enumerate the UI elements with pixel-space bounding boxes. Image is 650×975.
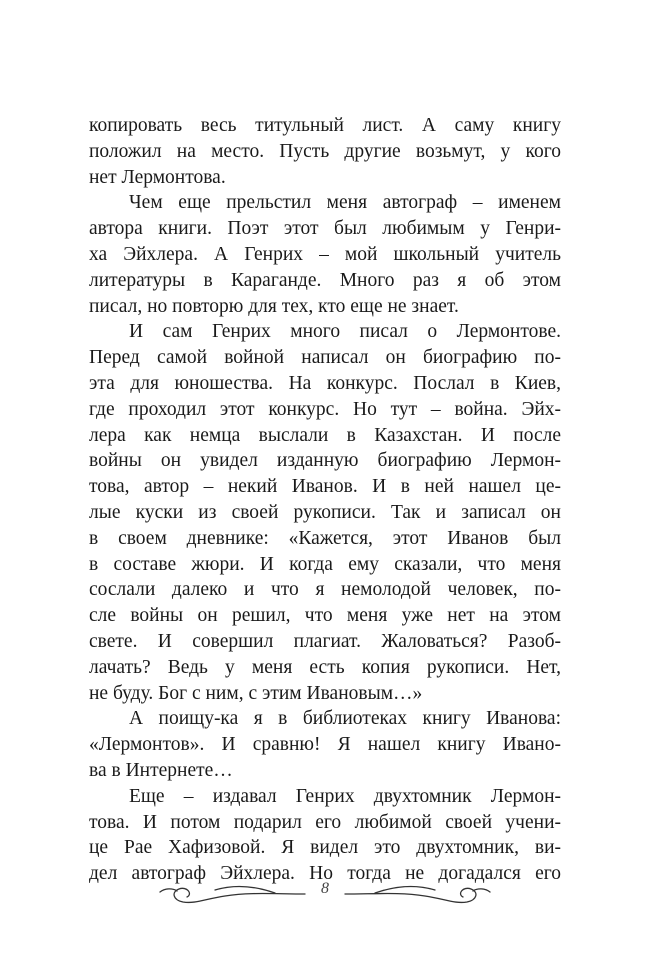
text-line: лачать? Ведь у меня есть копия рукописи. Нет, [89, 656, 561, 678]
text-line: це Рае Хафизовой. Я видел это двухтомник, ви- [89, 837, 561, 859]
text-line: писал, но повторю для тех, кто еще не знает. [89, 295, 459, 317]
text-line: сле войны он решил, что меня уже нет на этом [89, 605, 561, 627]
text-line: ха Эйхлера. А Генрих – мой школьный учитель [89, 243, 561, 265]
text-line: литературы в Караганде. Много раз я об этом [89, 269, 561, 291]
text-line: И сам Генрих много писал о Лермонтове. [129, 321, 561, 343]
text-line: в своем дневнике: «Кажется, этот Иванов был [89, 527, 561, 549]
text-line: «Лермонтов». И сравню! Я нашел книгу Ивано- [89, 734, 561, 756]
text-line: Чем еще прельстил меня автограф – именем [129, 192, 561, 214]
page-number: 8 [321, 880, 329, 897]
text-line: Перед самой войной написал он биографию по- [89, 347, 561, 369]
text-line: ва в Интернете… [89, 759, 233, 781]
page-footer [155, 872, 495, 916]
text-line: копировать весь титульный лист. А саму книгу [89, 115, 561, 136]
text-line: А поищу-ка я в библиотеках книгу Иванова: [129, 708, 561, 730]
text-line: не буду. Бог с ним, с этим Ивановым…» [89, 682, 423, 704]
text-line: эта для юношества. На конкурс. Послал в Киев, [89, 372, 561, 394]
text-line: лера как немца выслали в Казахстан. И после [89, 424, 561, 446]
text-line: сослали далеко и что я немолодой человек, по- [89, 579, 561, 601]
text-line: това, автор – некий Иванов. И в ней нашел це- [89, 476, 561, 498]
text-line: автора книги. Поэт этот был любимым у Генри- [89, 218, 561, 240]
text-line: где проходил этот конкурс. Но тут – война. Эйх- [89, 398, 561, 420]
text-line: войны он увидел изданную биографию Лермон- [89, 450, 561, 472]
text-line: дел автограф Эйхлера. Но тогда не догадался его [89, 863, 561, 885]
text-line: в составе жюри. И когда ему сказали, что меня [89, 553, 561, 575]
text-line: свете. И совершил плагиат. Жаловаться? Разоб- [89, 630, 561, 652]
text-line: нет Лермонтова. [89, 166, 226, 188]
text-line: това. И потом подарил его любимой своей учени- [89, 811, 561, 833]
text-line: Еще – издавал Генрих двухтомник Лермон- [129, 785, 561, 807]
text-line: лые куски из своей рукописи. Так и записал он [89, 501, 561, 523]
page-body [89, 113, 561, 887]
text-line: положил на место. Пусть другие возьмут, у кого [89, 140, 561, 162]
